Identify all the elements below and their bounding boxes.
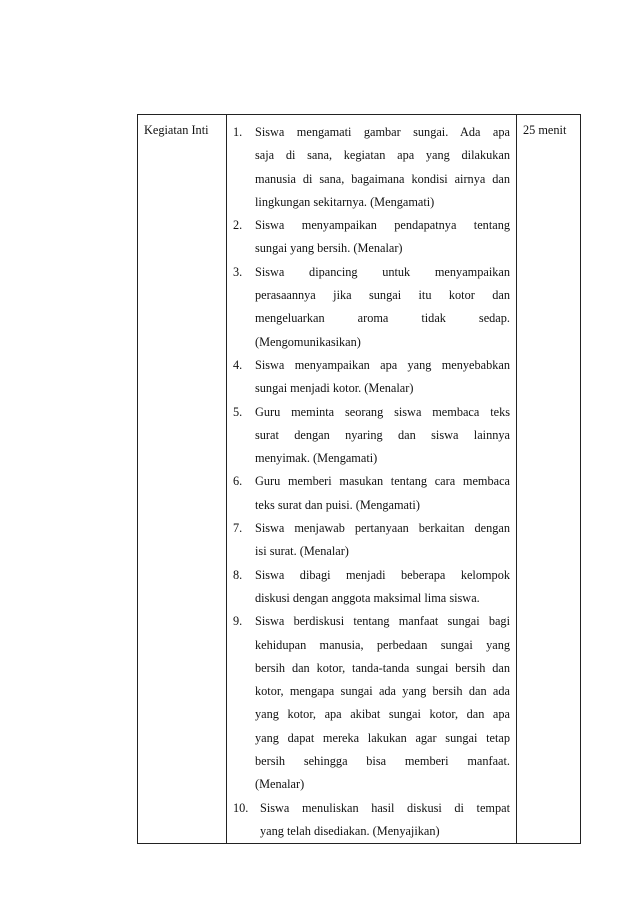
step-text-line: Guru meminta seorang siswa membaca teks: [255, 404, 510, 419]
list-item: [233, 261, 510, 354]
table-row: [138, 115, 581, 844]
step-text-line: yang telah disediakan. (Menyajikan): [260, 823, 440, 838]
step-text-line: (Mengomunikasikan): [255, 334, 361, 349]
step-text-line: perasaannya jika sungai itu kotor dan: [255, 288, 510, 303]
step-text-line: sungai yang bersih. (Menalar): [255, 241, 403, 256]
step-number: 2.: [233, 218, 243, 233]
step-text-line: Siswa menuliskan hasil diskusi di tempat: [260, 800, 510, 815]
step-text-line: diskusi dengan anggota maksimal lima siswa.: [255, 590, 480, 605]
step-number: 5.: [233, 404, 243, 419]
step-text-line: (Menalar): [255, 777, 305, 792]
step-text-line: Siswa menyampaikan apa yang menyebabkan: [255, 357, 510, 372]
step-number: 9.: [233, 614, 243, 629]
lesson-plan-table: [137, 114, 581, 844]
step-text-line: Siswa dibagi menjadi beberapa kelompok: [255, 567, 510, 582]
step-text-line: menyimak. (Mengamati): [255, 451, 378, 466]
steps-cell: [227, 115, 517, 844]
list-item: [233, 517, 510, 564]
list-item: [233, 401, 510, 471]
step-text-line: sungai menjadi kotor. (Menalar): [255, 381, 414, 396]
list-item: [233, 121, 510, 214]
step-text-line: saja di sana, kegiatan apa yang dilakukan: [255, 148, 510, 163]
steps-list: [233, 121, 510, 843]
list-item: [233, 470, 510, 517]
step-text-line: Siswa dipancing untuk menyampaikan: [255, 264, 510, 279]
step-text-line: Siswa berdiskusi tentang manfaat sungai bagi: [255, 614, 510, 629]
step-number: 3.: [233, 264, 243, 279]
step-number: 8.: [233, 567, 243, 582]
list-item: [233, 797, 510, 844]
step-text-line: manusia di sana, bagaimana kondisi airnya dan: [255, 171, 510, 186]
list-item: [233, 214, 510, 261]
step-text-line: teks surat dan puisi. (Mengamati): [255, 497, 420, 512]
step-number: 6.: [233, 474, 243, 489]
activity-cell: Kegiatan Inti: [138, 115, 227, 844]
step-text-line: Siswa menyampaikan pendapatnya tentang: [255, 218, 510, 233]
step-number: 10.: [233, 800, 249, 815]
step-text-line: Siswa menjawab pertanyaan berkaitan dengan: [255, 521, 510, 536]
step-text-line: Siswa mengamati gambar sungai. Ada apa: [255, 125, 510, 139]
step-text-line: lingkungan sekitarnya. (Mengamati): [255, 194, 435, 209]
step-text-line: bersih dan kotor, tanda-tanda sungai bersih dan: [255, 660, 510, 675]
step-text-line: bersih sehingga bisa memberi manfaat.: [255, 754, 510, 769]
list-item: [233, 610, 510, 796]
step-text-line: surat dengan nyaring dan siswa lainnya: [255, 427, 510, 442]
step-number: 4.: [233, 357, 243, 372]
duration-cell: 25 menit: [517, 115, 581, 844]
step-text-line: yang dapat mereka lakukan agar sungai tetap: [255, 730, 510, 745]
step-number: 7.: [233, 521, 243, 536]
step-number: 1.: [233, 125, 243, 139]
step-text-line: kotor, mengapa sungai ada yang bersih dan ada: [255, 684, 510, 699]
step-text-line: Guru memberi masukan tentang cara membaca: [255, 474, 510, 489]
step-text-line: mengeluarkan aroma tidak sedap.: [255, 311, 510, 326]
step-text-line: kehidupan manusia, perbedaan sungai yang: [255, 637, 510, 652]
step-text-line: isi surat. (Menalar): [255, 544, 349, 559]
step-text-line: yang kotor, apa akibat sungai kotor, dan apa: [255, 707, 510, 722]
list-item: [233, 564, 510, 611]
list-item: [233, 354, 510, 401]
